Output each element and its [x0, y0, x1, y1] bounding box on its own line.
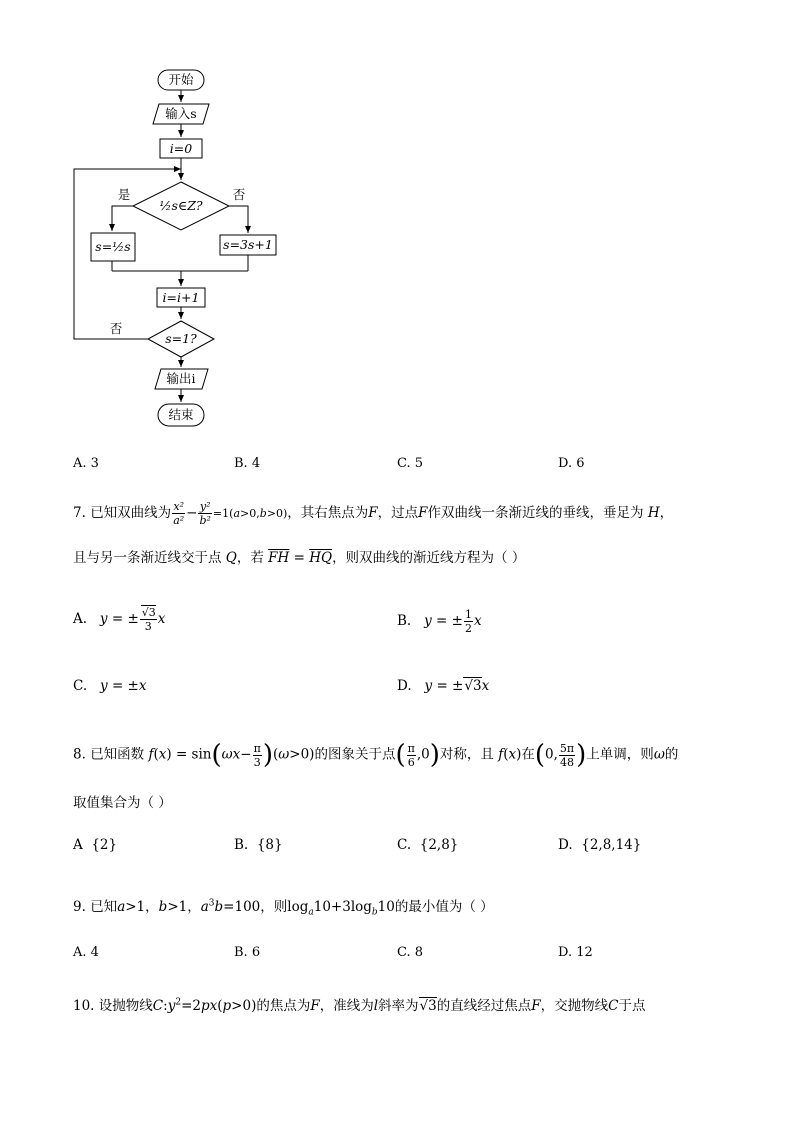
decision1-text: ½s∈Z? [159, 198, 203, 213]
q8-line1: 8. 已知函数 f(x) = sin(ωx− $\frac{\pi}{3}$ )(ω>0)的图象关于点( $\frac{\pi}{6}$ ,0)对称，且 f(x)在(0, $\frac{5\pi}{48}$ )上单调，则ω的 [73, 740, 679, 770]
start-text: 开始 [168, 72, 194, 87]
q7-text1a: 已知双曲线为 [90, 505, 172, 521]
q7-option-d: D. y = ±√3x [397, 678, 490, 694]
decision2-text: s=1? [165, 331, 197, 346]
q9-text-e: 的最小值为（ ） [394, 899, 494, 915]
q8-option-a [73, 837, 117, 853]
flowchart-svg [0, 0, 320, 440]
q8-text1b: 的图象关于点 [314, 746, 396, 763]
q8-option-c [397, 837, 458, 853]
q9-text-c: ， [187, 899, 201, 915]
q6-option-b: B. 4 [234, 456, 261, 471]
q9-option-a: A. 4 [73, 945, 99, 960]
q7-frac-y: $\frac{\text{y²}}{\text{b²}}$ [199, 500, 211, 527]
q8-option-b [234, 837, 283, 853]
q8-option-d [558, 837, 641, 853]
q8-option-d-label: D. [558, 837, 573, 853]
q9-option-d: D. 12 [558, 945, 593, 960]
q10-text-f: ，交抛物线 [540, 998, 609, 1014]
q7-H: H [647, 505, 660, 521]
q7-option-d-label: D. [397, 678, 412, 694]
q9-number: 9. [73, 899, 86, 915]
flowchart [0, 0, 320, 444]
q8-option-a-value: {2} [91, 837, 118, 853]
q9-line: 9. 已知a>1，b>1，$a^3b=100$，则$\log_a10+3\log_b10$的最小值为（ ） [73, 898, 494, 918]
yes-label: 是 [117, 187, 131, 202]
q9-option-b: B. 6 [234, 945, 261, 960]
q8-text1d: 在 [521, 746, 535, 763]
q10-text-c: ，准线为 [319, 998, 374, 1014]
q6-option-c: C. 5 [397, 456, 424, 471]
q7-text2a: 且与另一条渐近线交于点 [73, 550, 222, 566]
q7-text1b: ，其右焦点为 [287, 505, 369, 521]
q8-option-c-value: {2,8} [419, 837, 459, 853]
q9-option-c: C. 8 [397, 945, 424, 960]
q10-text-g: 于点 [618, 998, 646, 1014]
end-text: 结束 [168, 407, 194, 422]
branch-no-text: s=3s+1 [223, 237, 273, 252]
q8-number: 8. [73, 746, 86, 763]
q8-text1a: 已知函数 [90, 746, 145, 763]
q10-line: 10. 设抛物线$C:y^2=2px(p>0)$的焦点为F，准线为l斜率为√3的直线经过焦点F，交抛物线C于点 [73, 997, 646, 1014]
q7-text2c: ，则双曲线的渐近线方程为（ ） [332, 550, 526, 566]
output-text: 输出i [166, 371, 196, 386]
q8-option-b-label: B. [234, 837, 249, 853]
q8-option-c-label: C. [397, 837, 412, 853]
q7-frac-x: $\frac{\text{x²}}{\text{a²}}$ [173, 500, 185, 527]
q7-line2: 且与另一条渐近线交于点 Q，若 $\overline{FH} = \overline{HQ}$，则双曲线的渐近线方程为（ ） [73, 550, 526, 566]
q7-text1d: 作双曲线一条渐近线的垂线，垂足为 [427, 505, 644, 521]
q8-option-b-value: {8} [256, 837, 283, 853]
q8-text1e: 上单调，则 [586, 746, 654, 763]
q8-line2: 取值集合为（ ） [73, 795, 172, 811]
q7-comma: ， [659, 505, 674, 521]
q10-text-e: 的直线经过焦点 [436, 998, 532, 1014]
input-text: 输入s [165, 106, 197, 121]
q8-option-a-label: A [73, 837, 83, 853]
q7-text1c: ，过点 [377, 505, 419, 521]
no-label: 否 [232, 187, 246, 202]
q10-text-b: 的焦点为 [256, 998, 311, 1014]
q10-number: 10. [73, 998, 95, 1014]
q8-text1c: 对称，且 [439, 746, 494, 763]
q7-text2b: ，若 [236, 550, 264, 566]
q7-option-b: B. y = ± $\frac{1}{2}$ x [397, 608, 482, 635]
q7-F2: F [418, 505, 428, 521]
q7-Q: Q [225, 550, 237, 566]
loop-no-label: 否 [109, 321, 123, 336]
q10-text-d: 斜率为 [378, 998, 419, 1014]
q9-text-a: 已知 [90, 899, 118, 915]
increment-text: i=i+1 [162, 290, 200, 305]
q7-option-a: A. y = ± $\frac{√3}{3}$ x [73, 606, 166, 633]
q7-number: 7. [73, 505, 86, 521]
branch-yes-text: s=½s [95, 239, 131, 254]
q6-option-d: D. 6 [558, 456, 585, 471]
q8-text1f: 的 [664, 746, 679, 763]
q7-option-a-label: A. [73, 611, 88, 627]
q9-text-d: ，则 [260, 899, 288, 915]
q7-F1: F [368, 505, 378, 521]
q9-text-b: ， [145, 899, 159, 915]
q8-option-d-value: {2,8,14} [581, 837, 642, 853]
q7-option-c-label: C. [73, 678, 88, 694]
q7-option-b-label: B. [397, 613, 412, 629]
q7-option-c: C. y = ±x [73, 678, 147, 694]
init-text: i=0 [169, 141, 193, 156]
q10-text-a: 设抛物线 [98, 998, 153, 1014]
q7-line1: 7. 已知双曲线为 $\frac{\text{x²}}{\text{a²}}$ − $\frac{\text{y²}}{\text{b²}}$ =1(a>0,b>0)，其右焦点为F，过点F作双曲线一条渐近线的垂线，垂足为 H， [73, 500, 674, 527]
q6-option-a: A. 3 [73, 456, 99, 471]
